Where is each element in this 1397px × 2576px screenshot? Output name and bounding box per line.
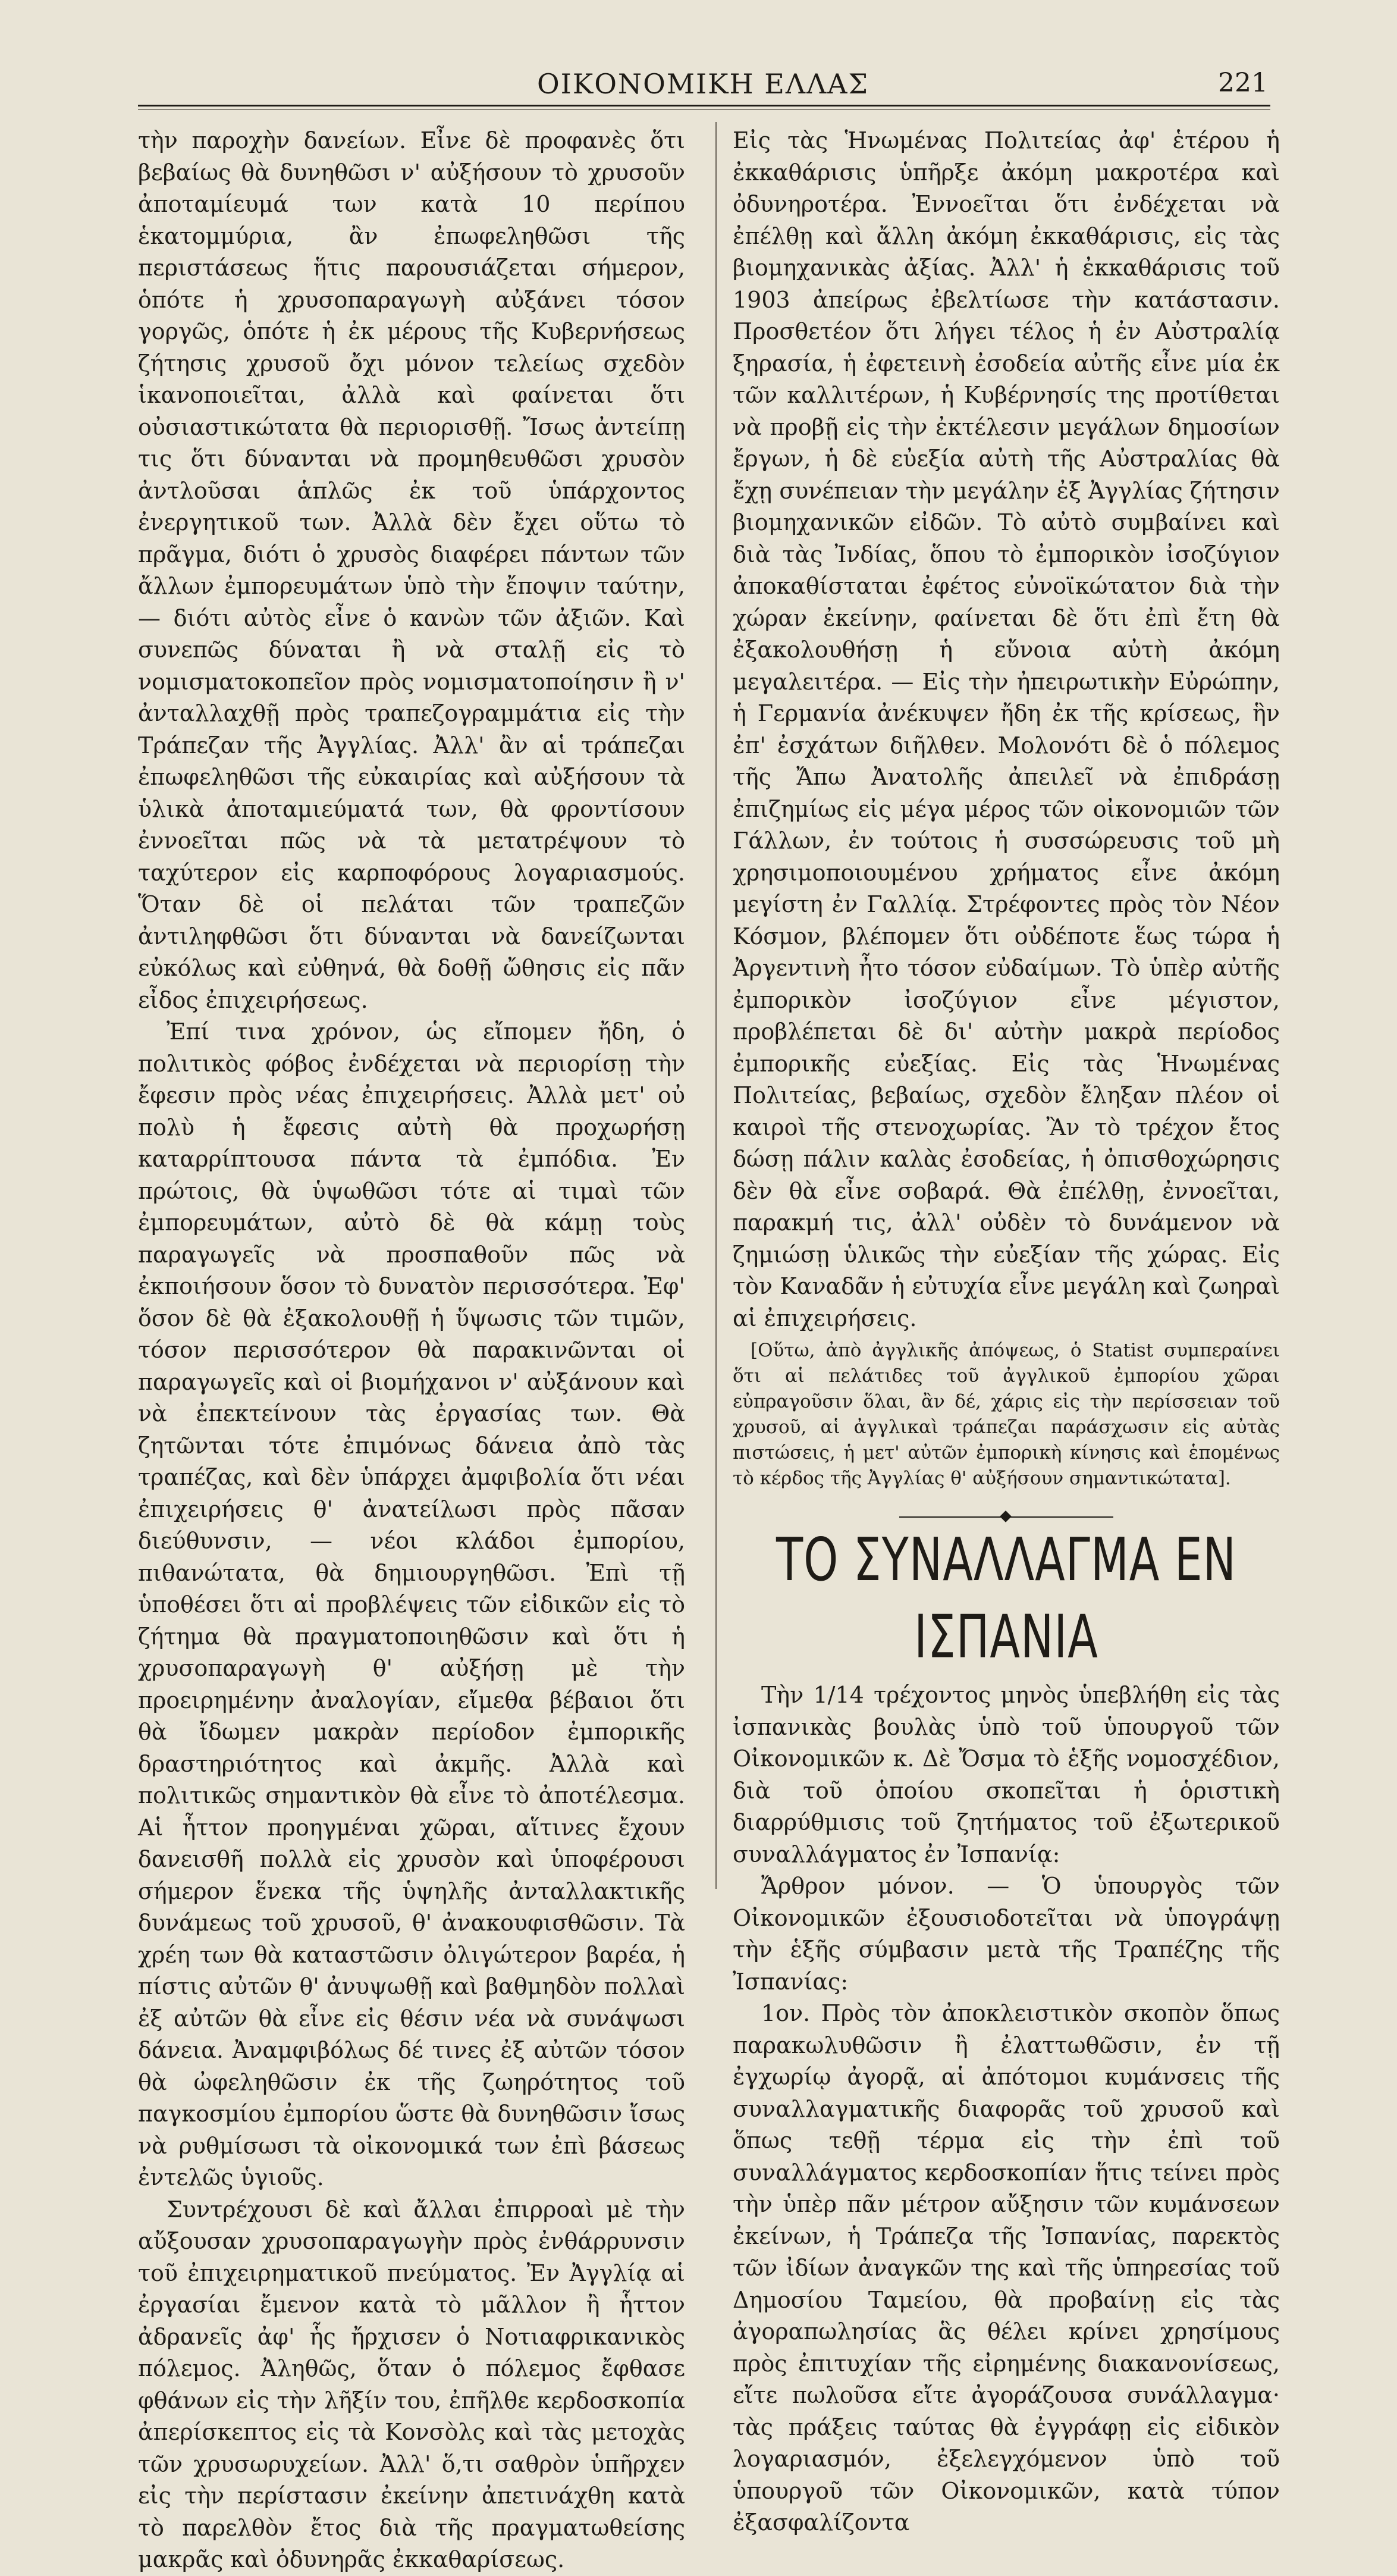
editorial-note: [Οὕτω, ἀπὸ ἀγγλικῆς ἀπόψεως, ὁ Statist συμπεραίνει ὅτι αἱ πελάτιδες τοῦ ἀγγλικοῦ ἐμπορίου χῶραι εὐπραγοῦσιν ὅλαι, ἂν δέ, χάρις εἰς τὴν περίσσειαν τοῦ χρυσοῦ, αἱ ἀγγλικαὶ τράπεζαι παράσχωσιν εἰς αὐτὰς πιστώσεις, ἡ μετ' αὐτῶν ἐμπορικὴ κίνησις καὶ ἑπομένως τὸ κέρδος τῆς Ἀγγλίας θ' αὐξήσουν σημαντικώτατα]. xyxy=(733,1340,1280,1489)
header-rule-thin xyxy=(138,109,1270,110)
right-column xyxy=(733,125,1280,2536)
left-paragraph-3: Συντρέχουσι δὲ καὶ ἄλλαι ἐπιρροαὶ μὲ τὴν αὔξουσαν χρυσοπαραγωγὴν πρὸς ἐνθάρρυνσιν τοῦ ἐπιχειρηματικοῦ πνεύματος. Ἐν Ἀγγλίᾳ αἱ ἐργασίαι ἔμενον κατὰ τὸ μᾶλλον ἢ ἧττον ἀδρανεῖς ἀφ' ἧς ἤρχισεν ὁ Νοτιαφρικανικὸς πόλεμος. Ἀληθῶς, ὅταν ὁ πόλεμος ἔφθασε φθάνων εἰς τὴν λῆξίν του, ἐπῆλθε κερδοσκοπία ἀπερίσκεπτος εἰς τὰ Κονσὸλς καὶ τὰς μετοχὰς τῶν χρυσωρυχείων. Ἀλλ' ὅ,τι σαθρὸν ὑπῆρχεν εἰς τὴν περίστασιν ἐκείνην ἀπετινάχθη κατὰ τὸ παρελθὸν ἔτος διὰ τῆς πραγματωθείσης μακρᾶς καὶ ὀδυνηρᾶς ἐκκαθαρίσεως. xyxy=(138,2196,685,2572)
left-paragraph-1: τὴν παροχὴν δανείων. Εἶνε δὲ προφανὲς ὅτι βεβαίως θὰ δυνηθῶσι ν' αὐξήσουν τὸ χρυσοῦν ἀποταμίευμά των κατὰ 10 περίπου ἑκατομμύρια, ἂν ἐπωφεληθῶσι τῆς περιστάσεως ἥτις παρουσιάζεται σήμερον, ὁπότε ἡ χρυσοπαραγωγὴ αὐξάνει τόσον γοργῶς, ὁπότε ἡ ἐκ μέρους τῆς Κυβερνήσεως ζήτησις χρυσοῦ ὄχι μόνον τελείως σχεδὸν ἱκανοποιεῖται, ἀλλὰ καὶ φαίνεται ὅτι οὐσιαστικώτατα θὰ περιορισθῇ. Ἴσως ἀντείπῃ τις ὅτι δύνανται νὰ προμηθευθῶσι χρυσὸν ἀντλοῦσαι ἁπλῶς ἐκ τοῦ ὑπάρχοντος ἐνεργητικοῦ των. Ἀλλὰ δὲν ἔχει οὕτω τὸ πρᾶγμα, διότι ὁ χρυσὸς διαφέρει πάντων τῶν ἄλλων ἐμπορευμάτων ὑπὸ τὴν ἔποψιν ταύτην, — διότι αὐτὸς εἶνε ὁ κανὼν τῶν ἀξιῶν. Καὶ συνεπῶς δύναται ἢ νὰ σταλῇ εἰς τὸ νομισματοκοπεῖον πρὸς νομισματοποίησιν ἢ ν' ἀνταλλαχθῇ πρὸς τραπεζογραμμάτια εἰς τὴν Τράπεζαν τῆς Ἀγγλίας. Ἀλλ' ἂν αἱ τράπεζαι ἐπωφεληθῶσι τῆς εὐκαιρίας καὶ αὐξήσουν τὰ ὑλικὰ ἀποταμιεύματά των, θὰ φροντίσουν ἐννοεῖται πῶς νὰ τὰ μετατρέψουν τὸ ταχύτερον εἰς καρποφόρους λογαριασμούς. Ὅταν δὲ οἱ πελάται τῶν τραπεζῶν ἀντιληφθῶσι ὅτι δύνανται νὰ δανείζωνται εὐκόλως καὶ εὐθηνά, θὰ δοθῇ ὤθησις εἰς πᾶν εἶδος ἐπιχειρήσεως. xyxy=(138,127,685,1013)
right-paragraph-1: Εἰς τὰς Ἡνωμένας Πολιτείας ἀφ' ἑτέρου ἡ ἐκκαθάρισις ὑπῆρξε ἀκόμη μακροτέρα καὶ ὀδυνηροτέρα. Ἐννοεῖται ὅτι ἐνδέχεται νὰ ἐπέλθῃ καὶ ἄλλη ἀκόμη ἐκκαθάρισις, εἰς τὰς βιομηχανικὰς ἀξίας. Ἀλλ' ἡ ἐκκαθάρισις τοῦ 1903 ἀπείρως ἐβελτίωσε τὴν κατάστασιν. Προσθετέον ὅτι λήγει τέλος ἡ ἐν Αὐστραλίᾳ ξηρασία, ἡ ἐφετεινὴ ἐσοδεία αὐτῆς εἶνε μία ἐκ τῶν καλλιτέρων, ἡ Κυβέρνησίς της προτίθεται νὰ προβῇ εἰς τὴν ἐκτέλεσιν μεγάλων δημοσίων ἔργων, ἡ δὲ εὐεξία αὐτὴ τῆς Αὐστραλίας θὰ ἔχῃ συνέπειαν τὴν μεγάλην ἐξ Ἀγγλίας ζήτησιν βιομηχανικῶν εἰδῶν. Τὸ αὐτὸ συμβαίνει καὶ διὰ τὰς Ἰνδίας, ὅπου τὸ ἐμπορικὸν ἰσοζύγιον ἀποκαθίσταται ἐφέτος εὐνοϊκώτατον διὰ τὴν χώραν ἐκείνην, φαίνεται δὲ ὅτι ἐπὶ ἔτη θὰ ἐξακολουθήσῃ ἡ εὔνοια αὐτὴ ἀκόμη μεγαλειτέρα. — Εἰς τὴν ἠπειρωτικὴν Εὐρώπην, ἡ Γερμανία ἀνέκυψεν ἤδη ἐκ τῆς κρίσεως, ἣν ἐπ' ἐσχάτων διῆλθεν. Μολονότι δὲ ὁ πόλεμος τῆς Ἄπω Ἀνατολῆς ἀπειλεῖ νὰ ἐπιδράσῃ ἐπιζημίως εἰς μέγα μέρος τῶν οἰκονομιῶν τῶν Γάλλων, ἐν τούτοις ἡ συσσώρευσις τοῦ μὴ χρησιμοποιουμένου χρήματος εἶνε ἀκόμη μεγίστη ἐν Γαλλίᾳ. Στρέφοντες πρὸς τὸν Νέον Κόσμον, βλέπομεν ὅτι οὐδέποτε ἕως τώρα ἡ Ἀργεντινὴ ἦτο τόσον εὐδαίμων. Τὸ ὑπὲρ αὐτῆς ἐμπορικὸν ἰσοζύγιον εἶνε μέγιστον, προβλέπεται δὲ δι' αὐτὴν μακρὰ περίοδος ἐμπορικῆς εὐεξίας. Εἰς τὰς Ἡνωμένας Πολιτείας, βεβαίως, σχεδὸν ἔληξαν πλέον οἱ καιροὶ τῆς στενοχωρίας. Ἂν τὸ τρέχον ἔτος δώσῃ πάλιν καλὰς ἐσοδείας, ἡ ὀπισθοχώρησις δὲν θὰ εἶνε σοβαρά. Θὰ ἐπέλθῃ, ἐννοεῖται, παρακμή τις, ἀλλ' οὐδὲν τὸ δυνάμενον νὰ ζημιώσῃ ὑλικῶς τὴν εὐεξίαν τῆς χώρας. Εἰς τὸν Καναδᾶν ἡ εὐτυχία εἶνε μεγάλη καὶ ζωηραὶ αἱ ἐπιχειρήσεις. xyxy=(733,127,1280,1331)
right-paragraph-3: Ἄρθρον μόνον. — Ὁ ὑπουργὸς τῶν Οἰκονομικῶν ἐξουσιοδοτεῖται νὰ ὑπογράψῃ τὴν ἑξῆς σύμβασιν μετὰ τῆς Τραπέζης τῆς Ἰσπανίας: xyxy=(733,1873,1280,1995)
separator-diamond xyxy=(1000,1510,1012,1522)
header-rule xyxy=(138,105,1270,106)
right-paragraph-4: 1ον. Πρὸς τὸν ἀποκλειστικὸν σκοπὸν ὅπως παρακωλυθῶσιν ἢ ἐλαττωθῶσιν, ἐν τῇ ἐγχωρίῳ ἀγορᾷ, αἱ ἀπότομοι κυμάνσεις τῆς συναλλαγματικῆς διαφορᾶς τοῦ χρυσοῦ καὶ ὅπως τεθῇ τέρμα εἰς τὴν ἐπὶ τοῦ συναλλάγματος κερδοσκοπίαν ἥτις τείνει πρὸς τὴν ὑπὲρ πᾶν μέτρον αὔξησιν τῶν κυμάνσεων ἐκείνων, ἡ Τράπεζα τῆς Ἰσπανίας, παρεκτὸς τῶν ἰδίων ἀναγκῶν της καὶ τῆς ὑπηρεσίας τοῦ Δημοσίου Ταμείου, θὰ προβαίνῃ εἰς τὰς ἀγοραπωλησίας ἃς θέλει κρίνει χρησίμους πρὸς ἐπιτυχίαν τῆς εἰρημένης διακανονίσεως, εἴτε πωλοῦσα εἴτε ἀγοράζουσα συνάλλαγμα· τὰς πράξεις ταύτας θὰ ἐγγράφῃ εἰς εἰδικὸν λογαριασμόν, ἐξελεγχόμενον ὑπὸ τοῦ ὑπουργοῦ τῶν Οἰκονομικῶν, κατὰ τύπον ἐξασφαλίζοντα xyxy=(733,2000,1280,2536)
article-headline: ΤΟ ΣΥΝΑΛΛΑΓΜΑ ΕΝ ΙΣΠΑΝΙΑ xyxy=(776,1525,1237,1672)
right-paragraph-2: Τὴν 1/14 τρέχοντος μηνὸς ὑπεβλήθη εἰς τὰς ἰσπανικὰς βουλὰς ὑπὸ τοῦ ὑπουργοῦ τῶν Οἰκονομικῶν κ. Δὲ Ὄσμα τὸ ἑξῆς νομοσχέδιον, διὰ τοῦ ὁποίου σκοπεῖται ἡ ὁριστικὴ διαρρύθμισις τοῦ ζητήματος τοῦ ἐξωτερικοῦ συναλλάγματος ἐν Ἰσπανίᾳ: xyxy=(733,1682,1280,1867)
page-number: 221 xyxy=(1218,68,1268,98)
column-divider xyxy=(715,122,717,1889)
left-paragraph-2: Ἐπί τινα χρόνον, ὡς εἴπομεν ἤδη, ὁ πολιτικὸς φόβος ἐνδέχεται νὰ περιορίσῃ τὴν ἔφεσιν πρὸς νέας ἐπιχειρήσεις. Ἀλλὰ μετ' οὐ πολὺ ἡ ἔφεσις αὐτὴ θὰ προχωρήσῃ καταρρίπτουσα πάντα τὰ ἐμπόδια. Ἐν πρώτοις, θὰ ὑψωθῶσι τότε αἱ τιμαὶ τῶν ἐμπορευμάτων, αὐτὸ δὲ θὰ κάμῃ τοὺς παραγωγεῖς νὰ προσπαθοῦν πῶς νὰ ἐκποιήσουν ὅσον τὸ δυνατὸν περισσότερα. Ἐφ' ὅσον δὲ θὰ ἐξακολουθῇ ἡ ὕψωσις τῶν τιμῶν, τόσον περισσότερον θὰ παρακινῶνται οἱ παραγωγεῖς καὶ οἱ βιομήχανοι ν' αὐξάνουν καὶ νὰ ἐπεκτείνουν τὰς ἐργασίας των. Θὰ ζητῶνται τότε ἐπιμόνως δάνεια ἀπὸ τὰς τραπέζας, καὶ δὲν ὑπάρχει ἀμφιβολία ὅτι νέαι ἐπιχειρήσεις θ' ἀνατείλωσι πρὸς πᾶσαν διεύθυνσιν, — νέοι κλάδοι ἐμπορίου, πιθανώτατα, θὰ δημιουργηθῶσι. Ἐπὶ τῇ ὑποθέσει ὅτι αἱ προβλέψεις τῶν εἰδικῶν εἰς τὸ ζήτημα θὰ πραγματοποιηθῶσιν καὶ ὅτι ἡ χρυσοπαραγωγὴ θ' αὐξήσῃ μὲ τὴν προειρημένην ἀναλογίαν, εἴμεθα βέβαιοι ὅτι θὰ ἴδωμεν μακρὰν περίοδον ἐμπορικῆς δραστηριότητος καὶ ἀκμῆς. Ἀλλὰ καὶ πολιτικῶς σημαντικὸν θὰ εἶνε τὸ ἀποτέλεσμα. Αἱ ἧττον προηγμέναι χῶραι, αἵτινες ἔχουν δανεισθῆ πολλὰ εἰς χρυσὸν καὶ ὑποφέρουσι σήμερον ἕνεκα τῆς ὑψηλῆς ἀνταλλακτικῆς δυνάμεως τοῦ χρυσοῦ, θ' ἀνακουφισθῶσιν. Τὰ χρέη των θὰ καταστῶσιν ὀλιγώτερον βαρέα, ἡ πίστις αὐτῶν θ' ἀνυψωθῇ καὶ βαθμηδὸν πολλαὶ ἐξ αὐτῶν θὰ εἶνε εἰς θέσιν νέα νὰ συνάψωσι δάνεια. Ἀναμφιβόλως δέ τινες ἐξ αὐτῶν τόσον θὰ ὠφεληθῶσιν ἐκ τῆς ζωηρότητος τοῦ παγκοσμίου ἐμπορίου ὥστε θὰ δυνηθῶσιν ἴσως νὰ ρυθμίσωσι τὰ οἰκονομικά των ἐπὶ βάσεως ἐντελῶς ὑγιοῦς. xyxy=(138,1019,685,2190)
running-title: ΟΙΚΟΝΟΜΙΚΗ ΕΛΛΑΣ xyxy=(536,68,869,100)
section-separator xyxy=(899,1515,1113,1519)
left-column xyxy=(138,125,685,2572)
